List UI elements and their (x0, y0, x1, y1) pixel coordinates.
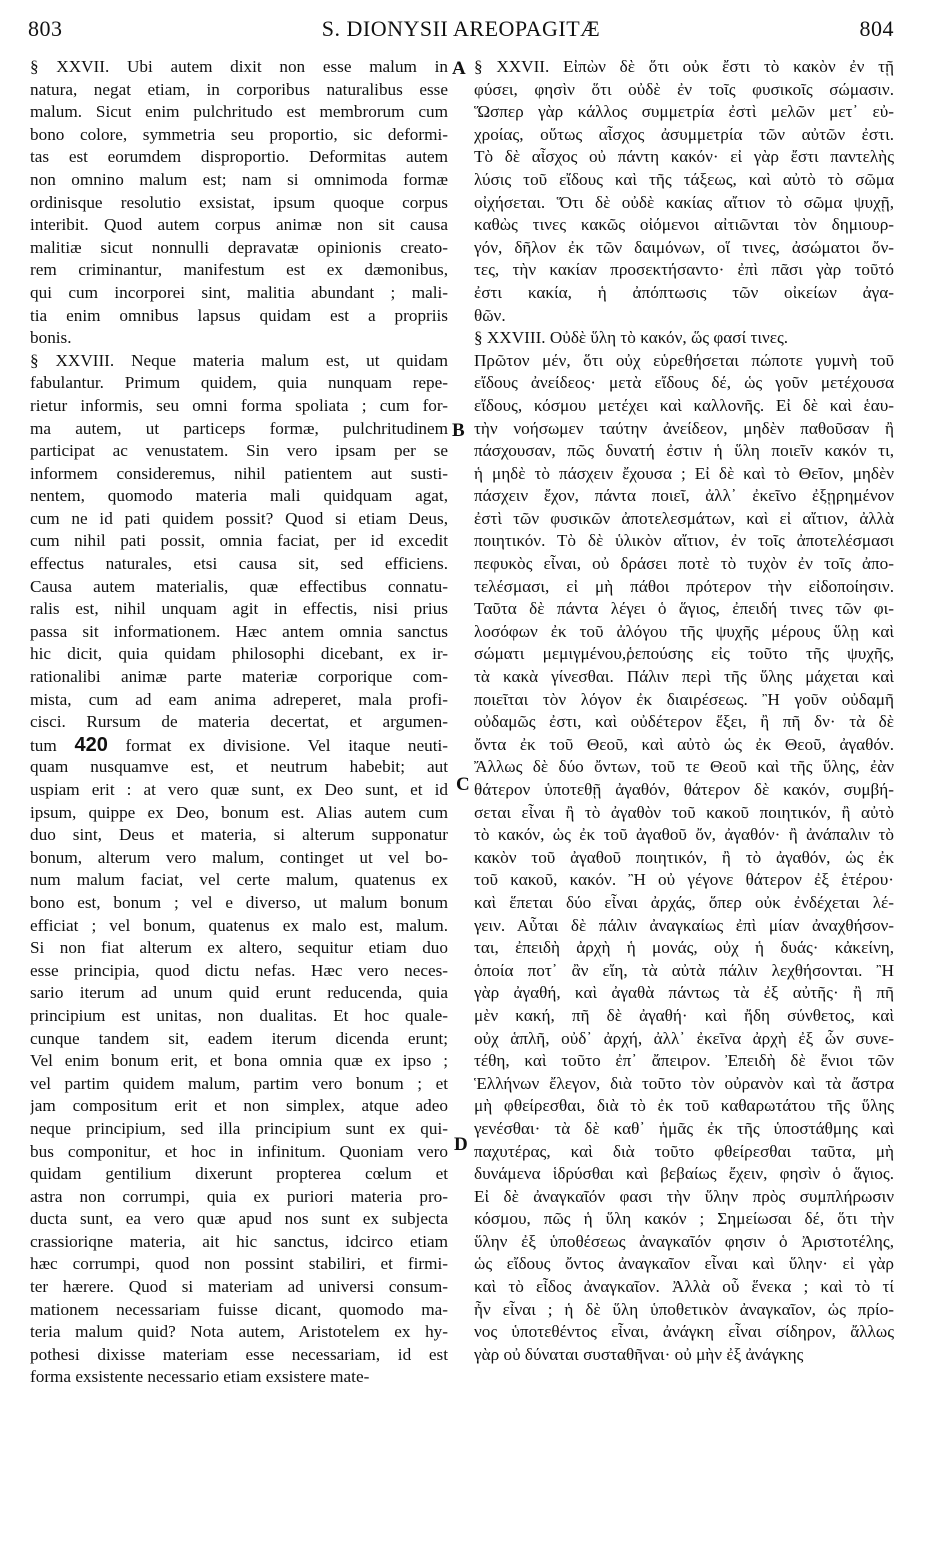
greek-line: οὐδαμῶς ἐστι, καὶ οὐδέτερον ἕξει, ἢ πῆ δν· τὰ δὲ (474, 712, 894, 732)
greek-line: πάσχειν ἔχον, πάντα ποιεῖ, ἀλλ᾽ ἐκεῖνο ἐξῃρημένον (474, 486, 894, 506)
greek-line: πάσχουσαν, πῶς δυνατή ἐστιν ἡ ὕλη ποιεῖν κακόν τι, (474, 441, 894, 461)
latin-line: rem criminantur, manifestum est ex dæmonibus, (30, 260, 448, 280)
greek-line: μὴ φθείρεσθαι, διὰ τὸ ἐκ τοῦ καθαρωτάτου τῆς ὕλης (474, 1096, 894, 1116)
latin-line: tas est eorumdem disproportio. Deformitas autem (30, 147, 448, 167)
latin-line: malum. Sicut enim pulchritudo est membrorum cum (30, 102, 448, 122)
latin-line: cum nihil pati possit, omnia faciat, per id excedit (30, 531, 448, 551)
greek-line: τοῦ κακοῦ, κακόν. Ἢ οὐ γέγονε θάτερον ἐξ ἑτέρου· (474, 870, 894, 890)
latin-line: Causa autem materialis, quæ effectibus connatu- (30, 576, 448, 596)
latin-line: crassioriqne materia, ait hic sanctus, idcirco etiam (30, 1231, 448, 1251)
greek-line: ὡς εἴδους ὄντος ἀναγκαῖον εἶναι καὶ ὕλην· εἰ γὰρ (474, 1254, 894, 1274)
greek-line: χροίας, οὕτως αἶσχος ἀσυμμετρία τῶν αὐτῶν ἐστι. (474, 124, 894, 144)
greek-line: Ταῦτα δὲ πάντα λέγει ὁ ἅγιος, ἐπειδή τινες τῶν φι- (474, 599, 894, 619)
greek-line: δυνάμενα ἱδρύσθαι καὶ βεβαίως ἔχειν, φησὶν ὁ ἅγιος. (474, 1164, 894, 1184)
latin-line: jam compositum erit et non simplex, atque adeo (30, 1096, 448, 1116)
latin-line: teria malum quid? Nota autem, Aristotelem ex hy- (30, 1322, 448, 1342)
latin-line: principium est unitas, non dualitas. Et hoc quale- (30, 1005, 448, 1025)
greek-line: φύσει, φησὶν ὅτι οὐδὲ ἐν τοῖς φυσικοῖς σώμασιν. (474, 79, 894, 99)
latin-line: pothesi dixisse materiam esse necessariam, id est (30, 1344, 448, 1364)
greek-line: ται, ἐπειδὴ ἀρχὴ ἡ μονάς, οὐχ ἡ δυάς· κἀκείνη, (474, 938, 894, 958)
greek-line: οἰχήσεται. Ὅτι δὲ οὐδὲ κακίας αἴτιον τὸ σῶμα ψυχῇ, (474, 192, 894, 212)
latin-line: ma autem, ut particeps formæ, pulchritudinem (30, 418, 448, 438)
greek-line: ποιητικόν. Τὸ δὲ ὑλικὸν αἴτιον, ἐν τοῖς ἀποτελέσμασι (474, 531, 894, 551)
latin-line: astra non corrumpi, quia ex puriori materia pro- (30, 1186, 448, 1206)
latin-line: Si non fiat alterum ex altero, sequitur etiam duo (30, 938, 448, 958)
latin-line: cisci. Rursum de materia decertat, et argumen- (30, 712, 448, 732)
greek-line: θῶν. (474, 305, 506, 325)
latin-line: § XXVII. Ubi autem dixit non esse malum in (30, 57, 448, 76)
greek-line: εἴδους ἀνείδεος· μετὰ εἴδους δέ, ὡς γοῦν μετέχουσα (474, 373, 894, 393)
latin-line: sario iterum ad unum quid erunt reducenda, quia (30, 983, 448, 1003)
latin-line: hic dicit, quia quidam philosophi dicebant, ex ir- (30, 644, 448, 664)
greek-line: πεφυκὸς εἶναι, οὐ δράσει ποτὲ τὸ τυχὸν ἐν τοῖς ἀπο- (474, 554, 894, 574)
greek-line: καὶ τὸ εἶδος ἀναγκαῖον. Ἀλλὰ οὗ ἕνεκα ; καὶ τὸ τί (474, 1277, 894, 1297)
latin-line: bonis. (30, 328, 72, 348)
greek-line: κόσμου, πῶς ἡ ὕλη κακόν ; Σημείωσαι δέ, ὅτι τὴν (474, 1209, 894, 1229)
greek-line: ἦν εἶναι ; ἡ δὲ ὕλη ὑποθετικὸν ἀναγκαῖον, ὡς πρίο- (474, 1299, 894, 1319)
greek-line: γόν, δῆλον ἐκ τῶν δαιμόνων, οἵ τινες, ἀσώματοι ὄν- (474, 237, 894, 257)
latin-line: ducta sunt, ea vero quæ apud nos sunt ex subjecta (30, 1209, 448, 1229)
latin-line: bono est, bonum ; vel e diverso, ut malum bonum (30, 892, 448, 912)
latin-line: non omnino malum est; nam si omnimoda formæ (30, 169, 448, 189)
latin-line: informem consideremus, nihil patientem aut susti- (30, 463, 448, 483)
latin-line: mationem necessariam fuisse dicant, quomodo ma- (30, 1299, 448, 1319)
latin-line: interibit. Quod autem corpus animæ non sit causa (30, 215, 448, 235)
greek-line: λύσις τοῦ εἴδους καὶ τῆς τάξεως, καὶ αὐτὸ τὸ σῶμα (474, 169, 894, 189)
latin-line: ordinisque resolutio exsistat, ipsum quoque corpus (30, 192, 448, 212)
page-number-left: 803 (28, 16, 63, 41)
greek-line: ὄντα ἐκ τοῦ Θεοῦ, καὶ αὐτὸ ὡς ἐκ Θεοῦ, ἀγαθόν. (474, 734, 894, 754)
latin-line: cunque tandem sit, eadem iterum dicenda erunt; (30, 1028, 448, 1048)
greek-line: Ἄλλως δὲ δύο ὄντων, τοῦ τε Θεοῦ καὶ τῆς ὕλης, ἐὰν (474, 757, 894, 777)
margin-letter-d: D (454, 1134, 468, 1155)
greek-line: τὴν νοήσωμεν ταύτην ἀνείδεον, μηδὲν παθοῦσαν ἢ (474, 418, 894, 438)
latin-line: quidam gentilium dixerunt propterea cœlum et (30, 1164, 448, 1184)
greek-line: σώματι μεμιγμένου,ῥεπούσης εἰς τοῦτο τῆς ψυχῆς, (474, 644, 894, 664)
latin-line: bono colore, symmetria seu proportio, sic deformi- (30, 124, 448, 144)
running-title: S. DIONYSII AREOPAGITÆ (321, 16, 601, 41)
greek-line: σεται εἶναι ἢ τὸ ἀγαθὸν τοῦ κακοῦ ποιητικόν, ἢ αὐτὸ (474, 802, 894, 822)
greek-line: ἐστὶ τῶν φυσικῶν ἀποτελεσμάτων, καὶ εἰ αἴτιον, ἀλλὰ (474, 508, 894, 528)
latin-line: participat ac venustatem. Sin vero ipsam per se (30, 441, 448, 461)
greek-line: γενέσθαι· τὰ δὲ καθ᾽ ἡμᾶς ἐκ τῆς ὑποστάθμης καὶ (474, 1118, 894, 1138)
line-end: format ex divisione. Vel itaque neuti- (125, 735, 448, 755)
greek-line: § XXVIII. Οὐδὲ ὕλη τὸ κακόν, ὥς φασί τινες. (474, 328, 789, 348)
greek-line: Ἑλλήνων ἔλεγον, διὰ τοῦτο τὸν οὐρανὸν καὶ τὰ ἄστρα (474, 1073, 894, 1093)
greek-line: παχυτέρας, καὶ διὰ τοῦτο φθείρεσθαι ταῦτα, μὴ (474, 1141, 894, 1161)
greek-line: ἐστι κακία, ἡ ἀπόπτωσις τῶν οἰκείων ἀγα- (474, 282, 894, 302)
greek-line: γειν. Αὗται δὲ πάλιν ἀναγκαίως ἐπὶ μίαν ἀναχθήσον- (474, 915, 894, 935)
latin-line: vel partim quidem malum, partim vero bonum ; et (30, 1073, 448, 1093)
latin-line: fabulantur. Primum quidem, quia nunquam repe- (30, 373, 448, 393)
greek-line: τελέσμασι, εἰ μὴ πάθοι πρότερον τὴν εἰδοποίησιν. (474, 576, 894, 596)
running-header (28, 16, 894, 46)
margin-letter-b: B (452, 420, 465, 441)
greek-line: τὰ κακὰ γίνεσθαι. Πάλιν περὶ τῆς ὕλης μάχεται καὶ (474, 667, 894, 687)
latin-line: nentem, quomodo materia mali quidquam agat, (30, 486, 448, 506)
latin-line: esse principia, quod dictu nefas. Hæc vero neces- (30, 960, 448, 980)
greek-line: γὰρ οὐ δύναται συσταθῆναι· οὐ μὴν ἐξ ἀνάγκης (474, 1344, 804, 1364)
greek-line: καθὼς τινες κακῶς οἰόμενοι αἰτιῶνται τὸν δημιουρ- (474, 215, 894, 235)
latin-line: Vel enim bonum erit, et bona omnia quæ ex ipso ; (30, 1051, 448, 1071)
greek-line: Πρῶτον μέν, ὅτι οὐχ εὑρεθήσεται πώποτε γυμνὴ τοῦ (474, 350, 894, 370)
page-number-right: 804 (859, 16, 894, 41)
latin-line: effectus naturales, etsi causa sit, sed efficiens. (30, 554, 448, 574)
latin-line: natura, negat etiam, in corporibus naturalibus esse (30, 79, 448, 99)
margin-letter-a: A (452, 58, 466, 79)
latin-line: rietur informis, seu omni forma spoliata ; cum for- (30, 395, 448, 415)
greek-line: κακὸν τοῦ ἀγαθοῦ ποιητικόν, ἢ τὸ ἀγαθόν, ὡς ἐκ (474, 847, 894, 867)
greek-line: θάτερον ὑποτεθῇ ἀγαθόν, θάτερον δὲ κακόν, συμβή- (474, 780, 894, 799)
greek-line: μὲν κακή, πῆ δὲ ἀγαθή· καὶ ἤδη σύνθετος, καὶ (474, 1005, 894, 1025)
latin-line: duo sint, Deus et materia, si alterum supponatur (30, 825, 448, 845)
latin-line: bonum, alterum vero malum, continget ut vel bo- (30, 847, 448, 867)
line-start: tum (30, 735, 57, 755)
latin-line: tia enim omnibus lapsus quidam est a propriis (30, 305, 448, 325)
greek-line: ἡ μηδὲ τὸ πάσχειν ἔχουσα ; Εἰ δὲ καὶ τὸ Θεῖον, μηδὲν (474, 463, 894, 483)
latin-line: ipsum, quippe ex Deo, bonum est. Alias autem cum (30, 802, 448, 822)
latin-line (30, 734, 448, 757)
greek-line: § XXVII. Εἰπὼν δὲ ὅτι οὐκ ἔστι τὸ κακὸν ἐν τῇ (474, 57, 894, 76)
greek-line: ὁποία ποτ᾽ ἂν εἴη, τὰ αὐτὰ πάλιν λεχθήσονται. Ἢ (474, 960, 894, 980)
greek-line: ὕλην ἐξ ὑποθέσεως ἀναγκαῖόν φησιν ὁ Ἀριστοτέλης, (474, 1231, 894, 1251)
latin-line: rationalibi animæ parte materiæ corporique com- (30, 667, 448, 687)
greek-line: γὰρ ἀγαθή, καὶ ἀγαθὰ πάντως τὰ ἐξ αὐτῆς· ἢ πῆ (474, 983, 894, 1003)
greek-line: νος ὑποτεθέντος εἶναι, ἀνάγκη εἶναι σίδηρον, ἄλλως (474, 1322, 894, 1342)
latin-line: forma exsistente necessario etiam exsistere mate- (30, 1367, 370, 1387)
latin-line: neque principium, sed illa principium sunt ex qui- (30, 1118, 448, 1138)
greek-line: τέθη, καὶ τοῦτο ἐπ᾽ ἄπειρον. Ἐπειδὴ δὲ ἔνιοι τῶν (474, 1051, 894, 1071)
latin-line: qui cum incorporei sint, malitia abundant ; mali- (30, 282, 448, 302)
latin-column (30, 56, 448, 1389)
greek-line: λοσόφων ἐκ τοῦ ἀλόγου τῆς ψυχῆς μέρους ὕλῃ καὶ (474, 621, 894, 641)
latin-line: mista, cum ad eam anima adreperet, mala profi- (30, 689, 448, 709)
latin-line: efficiat ; vel bonum, quatenus ex malo est, malum. (30, 915, 448, 935)
greek-column (474, 56, 894, 1366)
latin-line: hæc corrumpi, quod non possint stabiliri, et firmi- (30, 1254, 448, 1274)
margin-letter-c: C (456, 774, 470, 795)
greek-line: ποιεῖται τὸν λόγον ἐκ διαιρέσεως. Ἢ γοῦν οὐδαμῆ (474, 689, 894, 709)
greek-line: τες, τὴν κακίαν προσεκτήσαντο· ἐπὶ πᾶσι γὰρ τοῦτό (474, 260, 894, 280)
latin-line: quam nusquamve est, et neutrum habebit; aut (30, 757, 448, 777)
latin-line: ralis est, nihil unquam agit in effectis, nisi prius (30, 599, 448, 619)
greek-line: εἴδους, κόσμου μετέχει καὶ καλλονῆς. Εἰ δὲ καὶ ἑαυ- (474, 395, 894, 415)
column-number: 420 (74, 733, 108, 756)
greek-line: Εἰ δὲ ἀναγκαῖόν φασι τὴν ὕλην πρὸς συμπλήρωσιν (474, 1186, 894, 1206)
greek-line: Τὸ δὲ αἶσχος οὐ πάντη κακόν· εἰ γὰρ ἔστι παντελὴς (474, 147, 894, 167)
latin-line: uspiam erit : at vero quæ sunt, ex Deo sunt, et id (30, 780, 448, 799)
greek-line: τὸ κακόν, ὡς ἐκ τοῦ ἀγαθοῦ ὄν, ἀγαθόν· ἢ ἀνάπαλιν τὸ (474, 825, 894, 845)
latin-line: passa sit informationem. Hæc antem omnia sanctus (30, 621, 448, 641)
latin-line: cum ne id pati quidem possit? Quod si etiam Deus, (30, 508, 448, 528)
latin-line: ter hærere. Quod si materiam ad universi consum- (30, 1277, 448, 1297)
latin-line: malitiæ sicut nonnulli depravatæ opinionis creato- (30, 237, 448, 257)
latin-line: num malum faciat, vel certe malum, quatenus ex (30, 870, 448, 890)
greek-line: καὶ ἕπεται δύο εἶναι ἀρχάς, ὅπερ οὐκ ἐνδέχεται λέ- (474, 892, 894, 912)
latin-line: § XXVIII. Neque materia malum est, ut quidam (30, 350, 448, 370)
greek-line: οὐχ ἁπλῆ, οὐδ᾽ ἀρχή, ἀλλ᾽ ἐκεῖνα ἀρχὴ ἐξ ὧν συνε- (474, 1028, 894, 1048)
latin-line: bus componitur, et hoc in infinitum. Quoniam vero (30, 1141, 448, 1161)
greek-line: Ὥσπερ γὰρ κάλλος συμμετρία ἐστὶ μελῶν μετ᾽ εὐ- (474, 102, 894, 122)
